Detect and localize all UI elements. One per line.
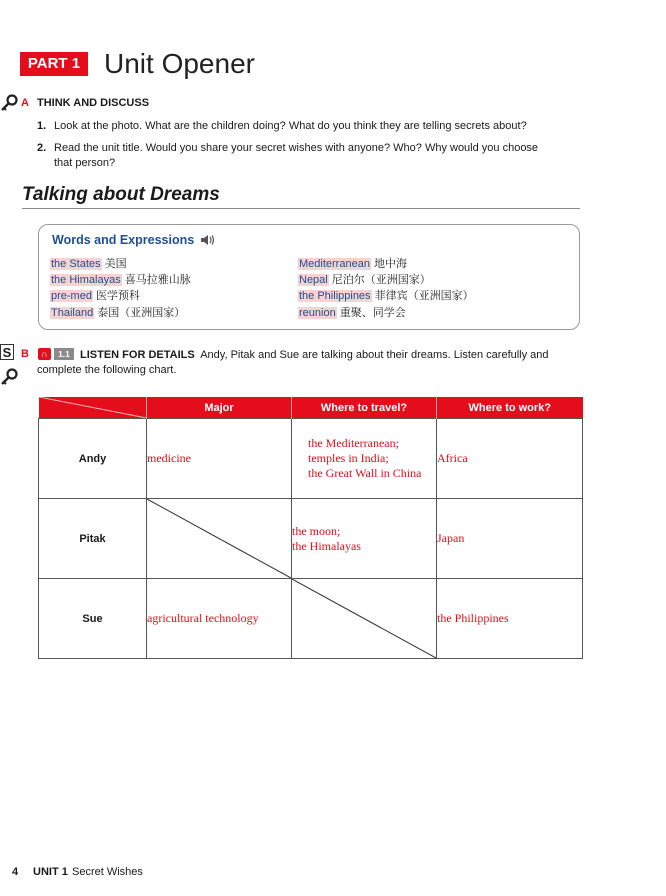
row-name: Andy	[39, 419, 147, 499]
answer-major-blank	[147, 499, 292, 579]
header-diagonal	[39, 397, 147, 418]
section-b-instructions: LISTEN FOR DETAILS Andy, Pitak and Sue are talking about their dreams. Listen carefully and	[80, 349, 549, 361]
words-box-title: Words and Expressions	[52, 233, 216, 247]
answer-work[interactable]: Africa	[437, 419, 583, 499]
chart-header-travel: Where to travel?	[292, 397, 437, 419]
subheading-rule	[22, 208, 580, 209]
blank-diagonal	[292, 579, 436, 658]
word-item: the Himalayas 喜马拉雅山脉	[51, 273, 191, 286]
answer-travel[interactable]: the Mediterranean; temples in India; the Great Wall in China	[292, 419, 437, 499]
word-item: the Philippines 菲律宾（亚洲国家）	[299, 289, 474, 302]
section-a-heading: THINK AND DISCUSS	[37, 97, 150, 109]
row-name: Sue	[39, 579, 147, 659]
page-number: 4	[12, 866, 19, 878]
key-icon	[0, 94, 18, 112]
chart-header-work: Where to work?	[437, 397, 583, 419]
footer-unit: UNIT 1	[33, 866, 68, 878]
headphone-icon[interactable]: ∩	[38, 348, 51, 360]
answer-major[interactable]: agricultural technology	[147, 579, 292, 659]
page-title: Unit Opener	[104, 48, 255, 79]
answer-travel[interactable]: the moon; the Himalayas	[292, 499, 437, 579]
chart-header-major: Major	[147, 397, 292, 419]
word-item: Mediterranean 地中海	[299, 257, 407, 270]
answer-work[interactable]: Japan	[437, 499, 583, 579]
row-name: Pitak	[39, 499, 147, 579]
word-item: reunion 重聚、同学会	[299, 306, 406, 319]
table-row	[39, 419, 583, 499]
section-b-instructions-cont: complete the following chart.	[37, 364, 177, 376]
question-2-text: Read the unit title. Would you share your secret wishes with anyone? Who? Why would you choose	[54, 142, 539, 154]
word-item: the States 美国	[51, 257, 127, 270]
word-item: pre-med 医学预科	[51, 289, 141, 302]
section-a-letter: A	[21, 97, 29, 109]
question-2-number: 2.	[37, 142, 47, 154]
question-2-text-cont: that person?	[54, 157, 116, 169]
word-item: Nepal 尼泊尔（亚洲国家）	[299, 273, 431, 286]
chart-header-row	[39, 397, 583, 419]
table-row	[39, 499, 583, 579]
answer-major[interactable]: medicine	[147, 419, 292, 499]
track-number[interactable]: 1.1	[54, 348, 74, 360]
section-b-letter: B	[21, 348, 29, 360]
word-item: Thailand 泰国（亚洲国家）	[51, 306, 186, 319]
key-icon	[0, 368, 18, 386]
chart-header-corner	[39, 397, 147, 419]
table-row	[39, 579, 583, 659]
answer-work[interactable]: the Philippines	[437, 579, 583, 659]
footer-title: Secret Wishes	[72, 866, 143, 878]
s-icon: S	[0, 344, 14, 360]
answer-travel-blank	[292, 579, 437, 659]
speaker-icon[interactable]	[200, 234, 216, 246]
dreams-chart	[38, 397, 583, 659]
blank-diagonal	[147, 499, 291, 578]
part-badge: PART 1	[20, 52, 88, 76]
question-1-text: Look at the photo. What are the children doing? What do you think they are telling secrets about?	[54, 120, 527, 132]
question-1-number: 1.	[37, 120, 47, 132]
subheading: Talking about Dreams	[22, 184, 220, 205]
